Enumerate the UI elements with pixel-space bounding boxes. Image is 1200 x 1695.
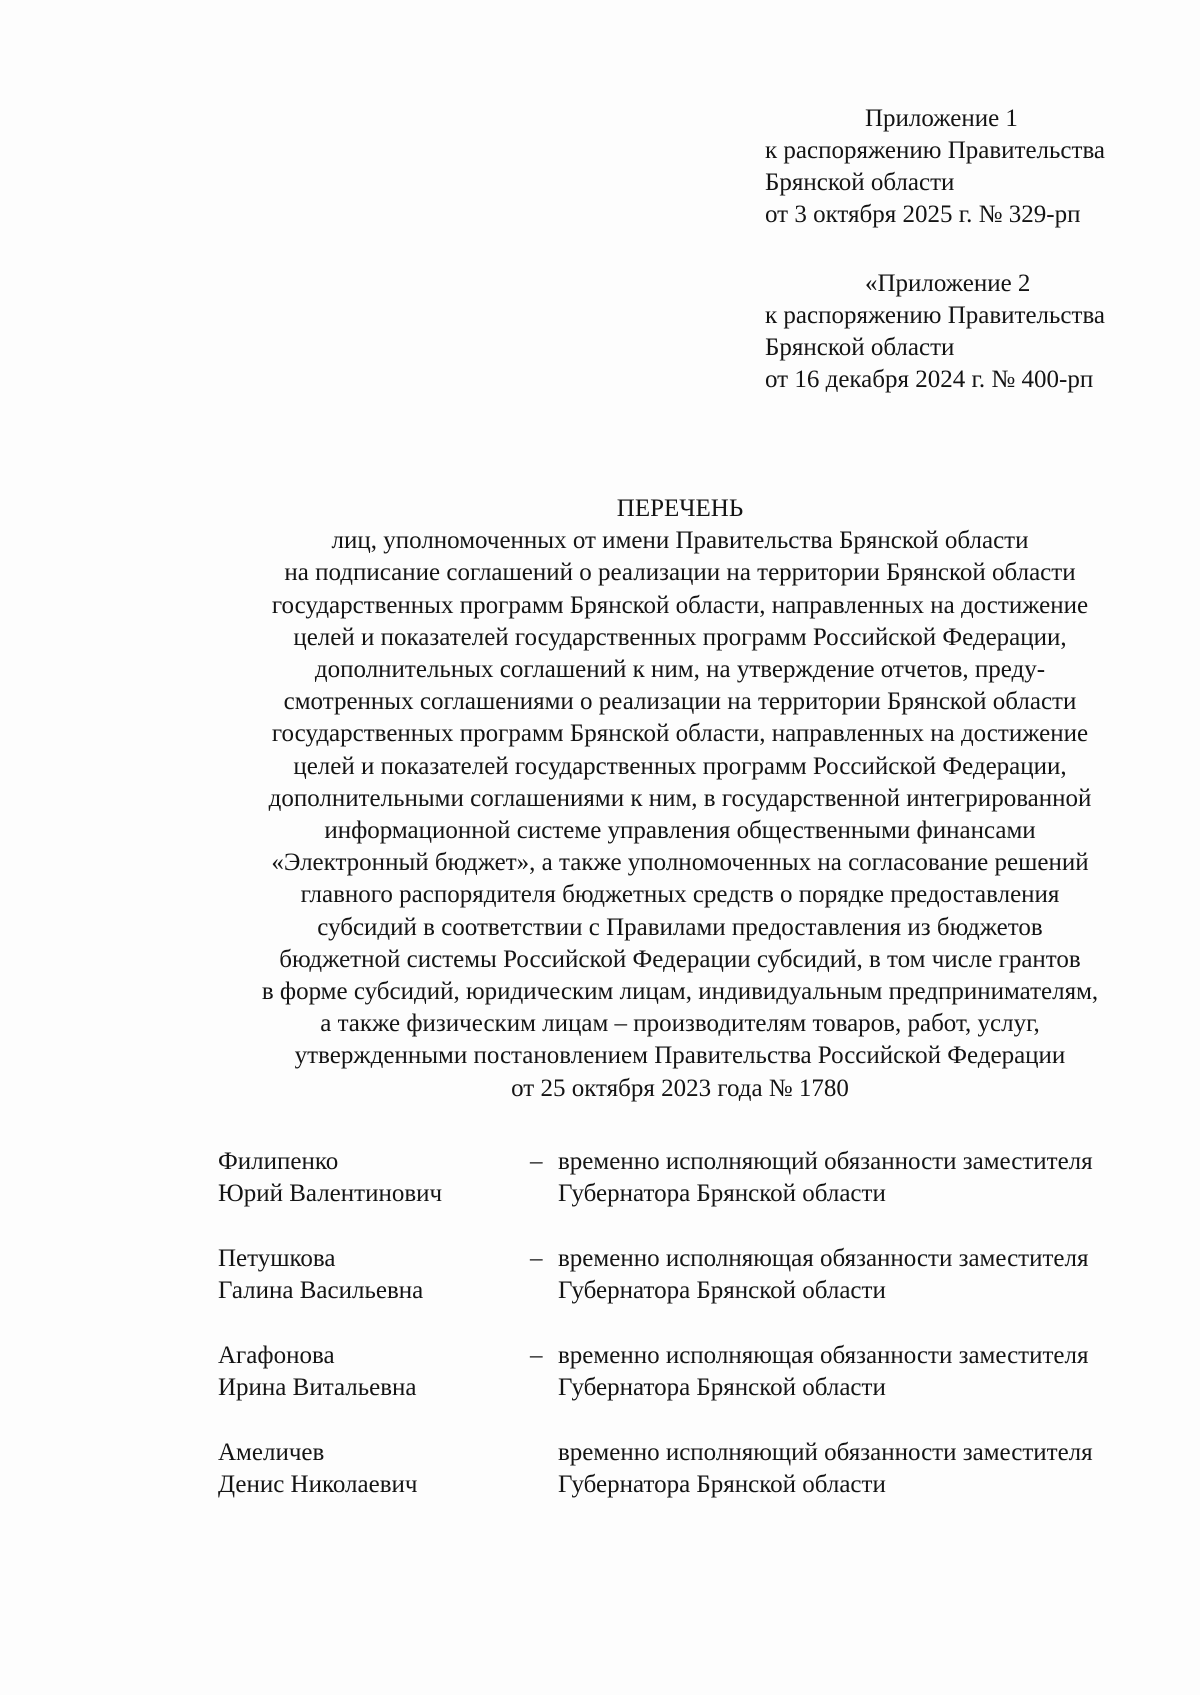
separator-dash: – (530, 1245, 543, 1272)
person-entry (218, 1437, 1178, 1501)
role-line: временно исполняющая обязанности заместителя (558, 1245, 1089, 1272)
heading-line: от 25 октября 2023 года № 1780 (511, 1074, 849, 1102)
person-surname: Агафонова (218, 1342, 335, 1369)
person-given-names: Галина Васильевна (218, 1277, 424, 1304)
heading-line: информационной системе управления общественными финансами (324, 817, 1036, 845)
person-role (558, 1243, 1088, 1307)
role-line: временно исполняющая обязанности заместителя (558, 1342, 1089, 1369)
person-name (218, 1146, 530, 1210)
separator-dash (530, 1437, 558, 1501)
role-line: Губернатора Брянской области (558, 1180, 886, 1207)
person-given-names: Юрий Валентинович (218, 1180, 443, 1207)
person-role (558, 1340, 1088, 1404)
person-given-names: Денис Николаевич (218, 1471, 418, 1498)
heading-line: целей и показателей государственных программ Российской Федерации, (293, 752, 1067, 780)
appendix-title: Приложение 1 (865, 105, 1018, 132)
appendix-ref-line: Брянской области (765, 334, 955, 361)
appendix-current-header (765, 103, 1105, 231)
role-line: Губернатора Брянской области (558, 1277, 886, 1304)
heading-line: государственных программ Брянской области, направленных на достижение (271, 591, 1089, 619)
person-surname: Петушкова (218, 1245, 336, 1272)
heading-line: утвержденными постановлением Правительства Российской Федерации (294, 1042, 1066, 1070)
person-role (558, 1437, 1093, 1501)
heading-line: дополнительных соглашений к ним, на утверждение отчетов, преду- (314, 656, 1046, 684)
heading-line: главного распорядителя бюджетных средств о порядке предоставления (300, 881, 1060, 909)
person-given-names: Ирина Витальевна (218, 1374, 417, 1401)
heading-line: на подписание соглашений о реализации на территории Брянской области (284, 559, 1076, 587)
persons-list (218, 1146, 1178, 1534)
heading-line: субсидий в соответствии с Правилами предоставления из бюджетов (317, 913, 1043, 941)
person-role (558, 1146, 1093, 1210)
person-entry (218, 1340, 1178, 1404)
appendix-date-line: от 16 декабря 2024 г. № 400-рп (765, 366, 1094, 393)
heading-line: лиц, уполномоченных от имени Правительства Брянской области (331, 527, 1029, 555)
appendix-ref-line: к распоряжению Правительства (765, 137, 1106, 164)
person-entry (218, 1243, 1178, 1307)
appendix-previous-header (765, 268, 1105, 396)
person-name (218, 1340, 530, 1404)
person-entry (218, 1146, 1178, 1210)
heading-line: смотренных соглашениями о реализации на территории Брянской области (283, 688, 1077, 716)
appendix-ref-line: Брянской области (765, 169, 955, 196)
person-surname: Амеличев (218, 1439, 325, 1466)
heading-line: дополнительными соглашениями к ним, в государственной интегрированной (268, 784, 1092, 812)
heading-line: а также физическим лицам – производителям товаров, работ, услуг, (320, 1010, 1040, 1038)
list-title: ПЕРЕЧЕНЬ (616, 495, 744, 522)
appendix-ref-line: к распоряжению Правительства (765, 302, 1106, 329)
separator-dash: – (530, 1148, 543, 1175)
list-heading (200, 493, 1160, 1105)
separator-dash: – (530, 1342, 543, 1369)
heading-line: бюджетной системы Российской Федерации субсидий, в том числе грантов (279, 945, 1081, 973)
heading-line: целей и показателей государственных программ Российской Федерации, (293, 623, 1067, 651)
heading-line: государственных программ Брянской области, направленных на достижение (271, 720, 1089, 748)
role-line: временно исполняющий обязанности заместителя (558, 1148, 1093, 1175)
person-name (218, 1243, 530, 1307)
role-line: Губернатора Брянской области (558, 1471, 886, 1498)
heading-line: в форме субсидий, юридическим лицам, индивидуальным предпринимателям, (261, 978, 1099, 1006)
heading-line: «Электронный бюджет», а также уполномоченных на согласование решений (271, 849, 1089, 877)
appendix-date-line: от 3 октября 2025 г. № 329-рп (765, 201, 1081, 228)
role-line: временно исполняющий обязанности заместителя (558, 1439, 1093, 1466)
role-line: Губернатора Брянской области (558, 1374, 886, 1401)
person-surname: Филипенко (218, 1148, 339, 1175)
person-name (218, 1437, 530, 1501)
appendix-title: «Приложение 2 (865, 270, 1031, 297)
